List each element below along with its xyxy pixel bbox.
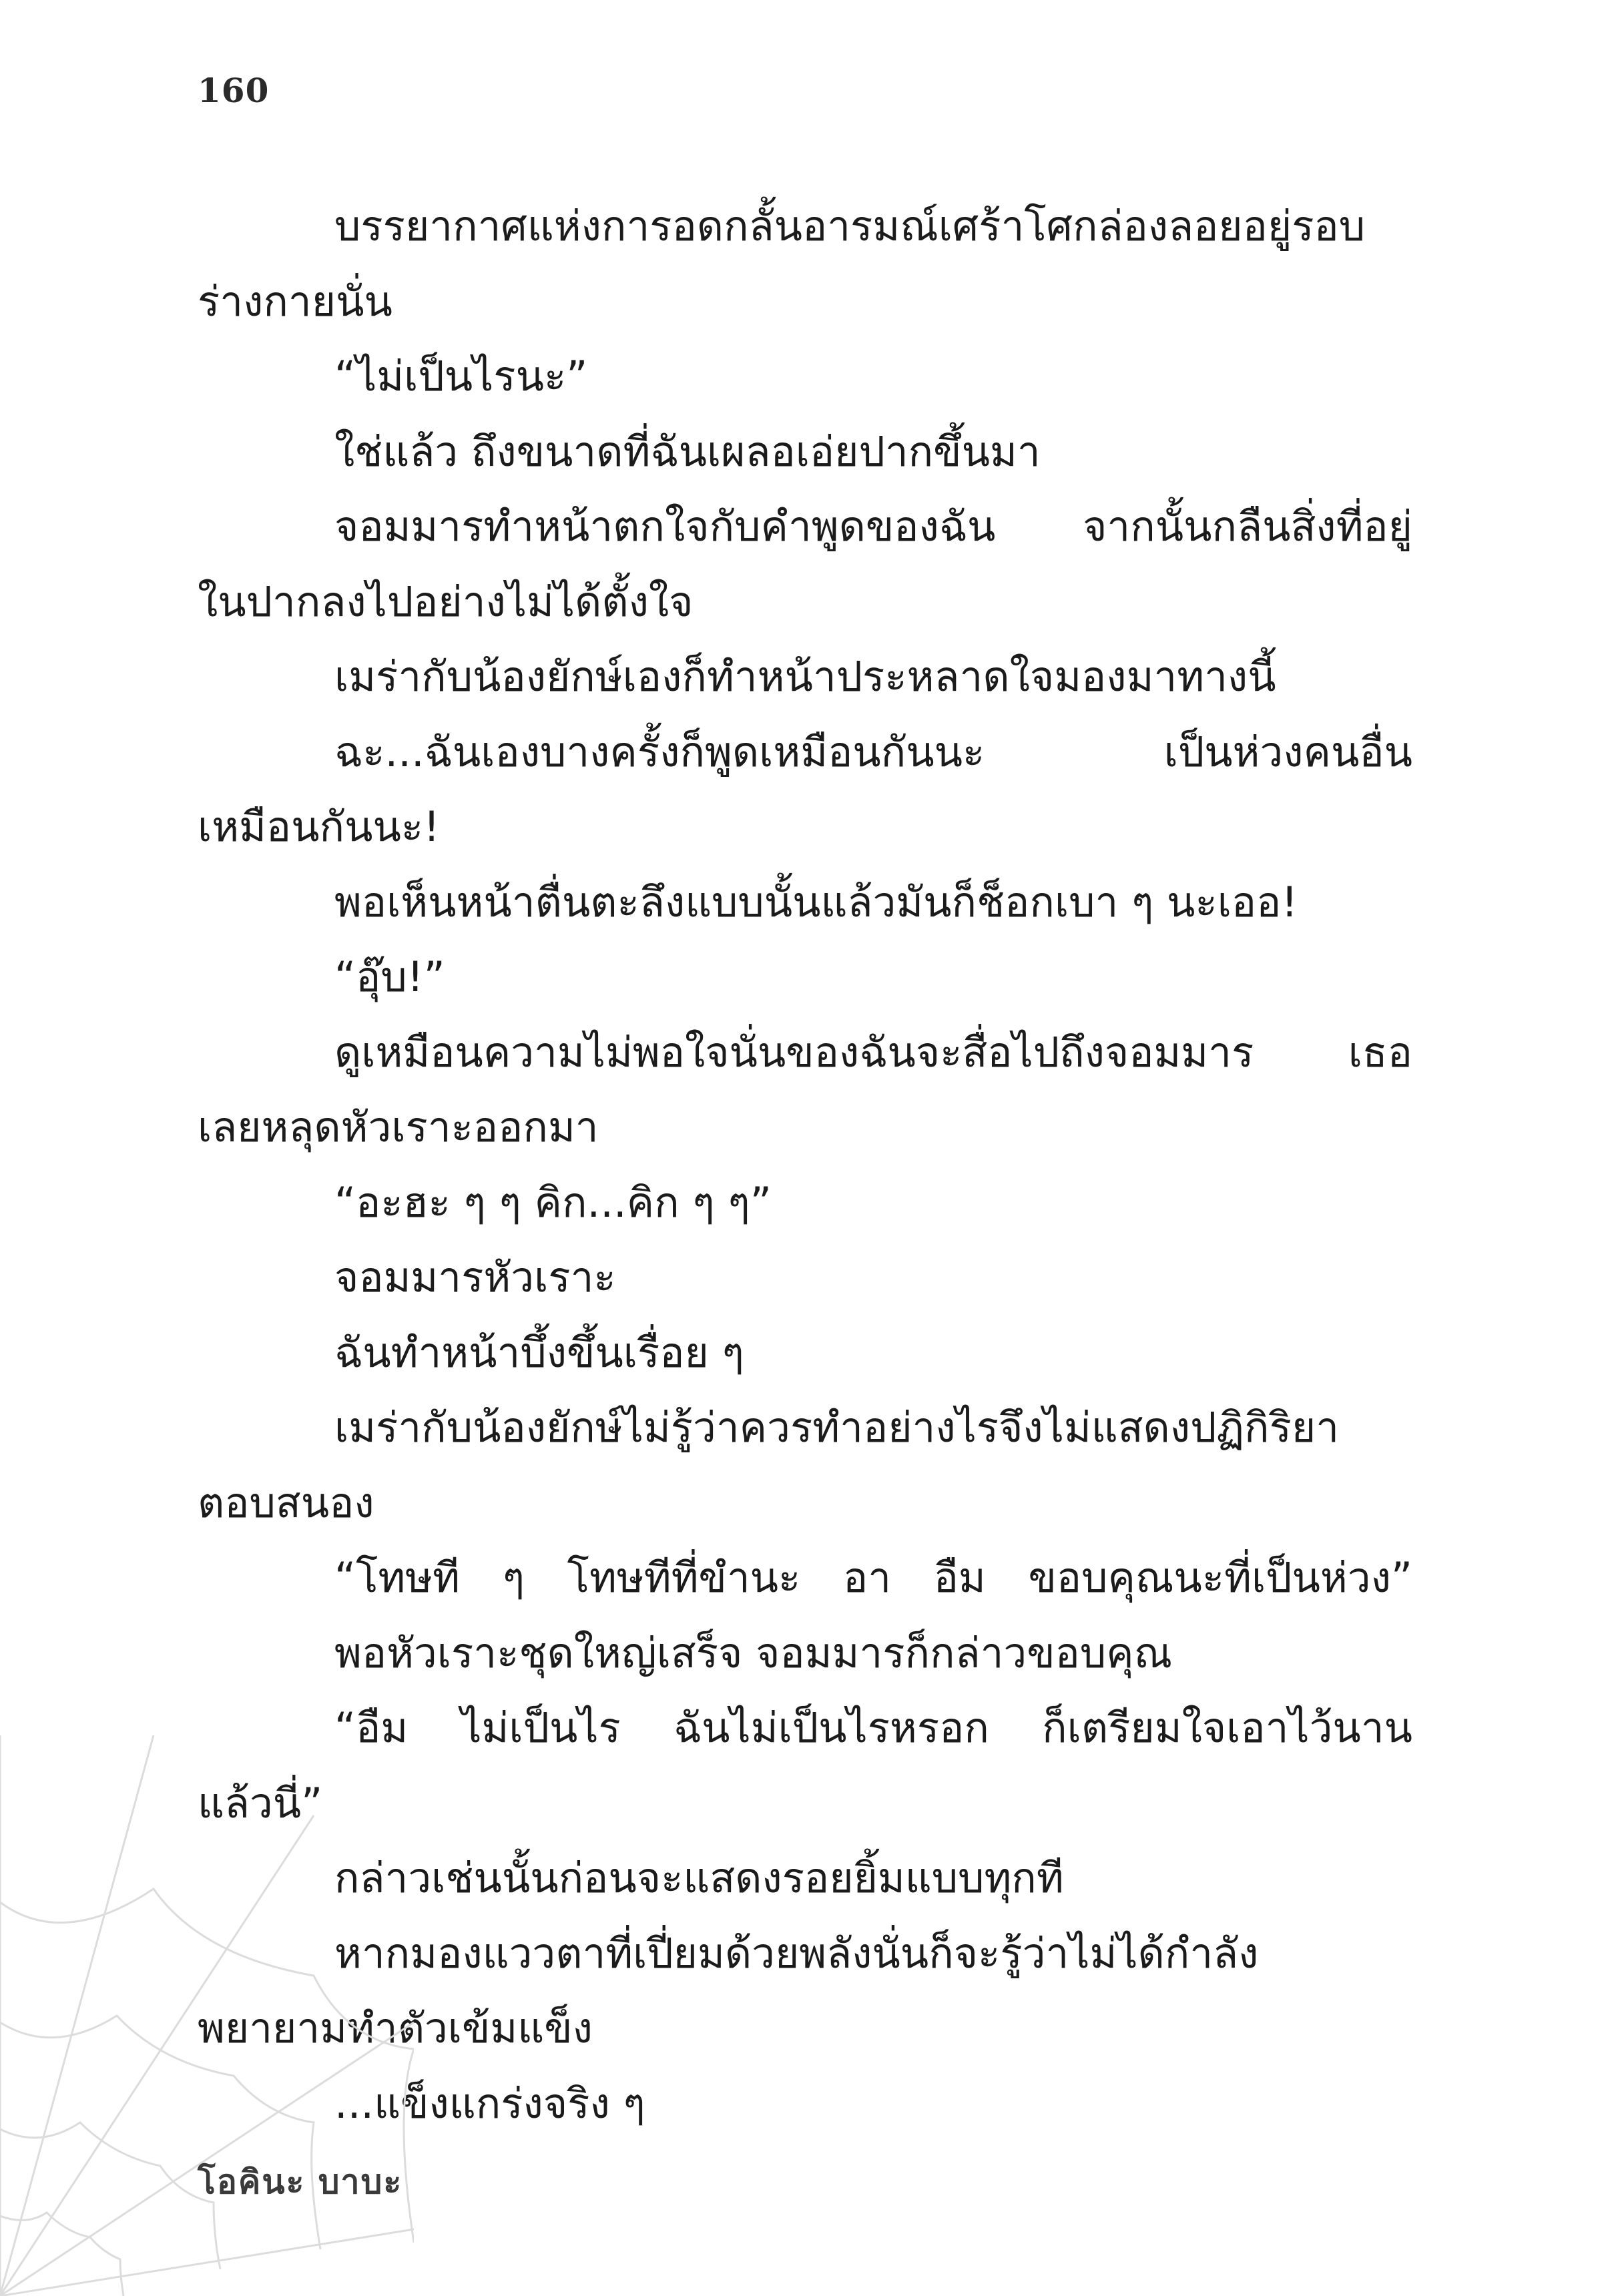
text-line: เมร่ากับน้องยักษ์เองก็ทำหน้าประหลาดใจมองมาทางนี้ xyxy=(334,652,1276,701)
text-line: พยายามทำตัวเข้มแข็ง xyxy=(198,2004,593,2052)
text-line: ...แข็งแกร่งจริง ๆ xyxy=(334,2078,645,2128)
text-line: หากมองแววตาที่เปี่ยมด้วยพลังนั่นก็จะรู้ว่าไม่ได้กำลัง xyxy=(334,1928,1259,1978)
footer-book-title: โอคินะ บาบะ xyxy=(198,2163,403,2201)
text-line: “ไม่เป็นไรนะ” xyxy=(334,352,588,400)
text-line: พอเห็นหน้าตื่นตะลึงแบบนั้นแล้วมันก็ช็อกเบา ๆ นะเออ! xyxy=(334,877,1298,926)
page-number: 160 xyxy=(198,71,270,110)
text-line: “อืม ไม่เป็นไร ฉันไม่เป็นไรหรอก ก็เตรียมใจเอาไว้นาน xyxy=(334,1703,1412,1752)
text-line: ในปากลงไปอย่างไม่ได้ตั้งใจ xyxy=(198,577,694,626)
spider-web-decoration xyxy=(0,1735,414,2296)
text-line: จอมมารทำหน้าตกใจกับคำพูดของฉัน จากนั้นกลืนสิ่งที่อยู่ xyxy=(334,502,1412,551)
text-line: ดูเหมือนความไม่พอใจนั่นของฉันจะสื่อไปถึงจอมมาร เธอ xyxy=(334,1027,1412,1077)
text-line: เมร่ากับน้องยักษ์ไม่รู้ว่าควรทำอย่างไรจึงไม่แสดงปฏิกิริยา xyxy=(334,1403,1340,1452)
text-line: พอหัวเราะชุดใหญ่เสร็จ จอมมารก็กล่าวขอบคุณ xyxy=(334,1628,1173,1677)
text-line: กล่าวเช่นนั้นก่อนจะแสดงรอยยิ้มแบบทุกที xyxy=(334,1853,1064,1902)
text-line: จอมมารหัวเราะ xyxy=(334,1253,616,1302)
text-line: ใช่แล้ว ถึงขนาดที่ฉันเผลอเอ่ยปากขึ้นมา xyxy=(334,426,1041,476)
text-line: “อะฮะ ๆ ๆ คิก...คิก ๆ ๆ” xyxy=(334,1177,772,1227)
text-line: “อุ๊บ!” xyxy=(334,952,445,1001)
text-line: เลยหลุดหัวเราะออกมา xyxy=(198,1103,599,1151)
text-line: ฉันทำหน้าบึ้งขึ้นเรื่อย ๆ xyxy=(334,1328,744,1377)
text-line: เหมือนกันนะ! xyxy=(198,802,441,851)
text-line: บรรยากาศแห่งการอดกลั้นอารมณ์เศร้าโศกล่องลอยอยู่รอบ xyxy=(334,202,1366,250)
text-line: ฉะ...ฉันเองบางครั้งก็พูดเหมือนกันนะ เป็นห่วงคนอื่น xyxy=(334,727,1412,776)
text-line: “โทษที ๆ โทษทีที่ขำนะ อา อืม ขอบคุณนะที่เป็นห่วง” xyxy=(334,1553,1412,1602)
text-line: ร่างกายนั่น xyxy=(198,276,392,326)
text-line: ตอบสนอง xyxy=(198,1478,374,1527)
text-line: แล้วนี่” xyxy=(198,1778,323,1827)
